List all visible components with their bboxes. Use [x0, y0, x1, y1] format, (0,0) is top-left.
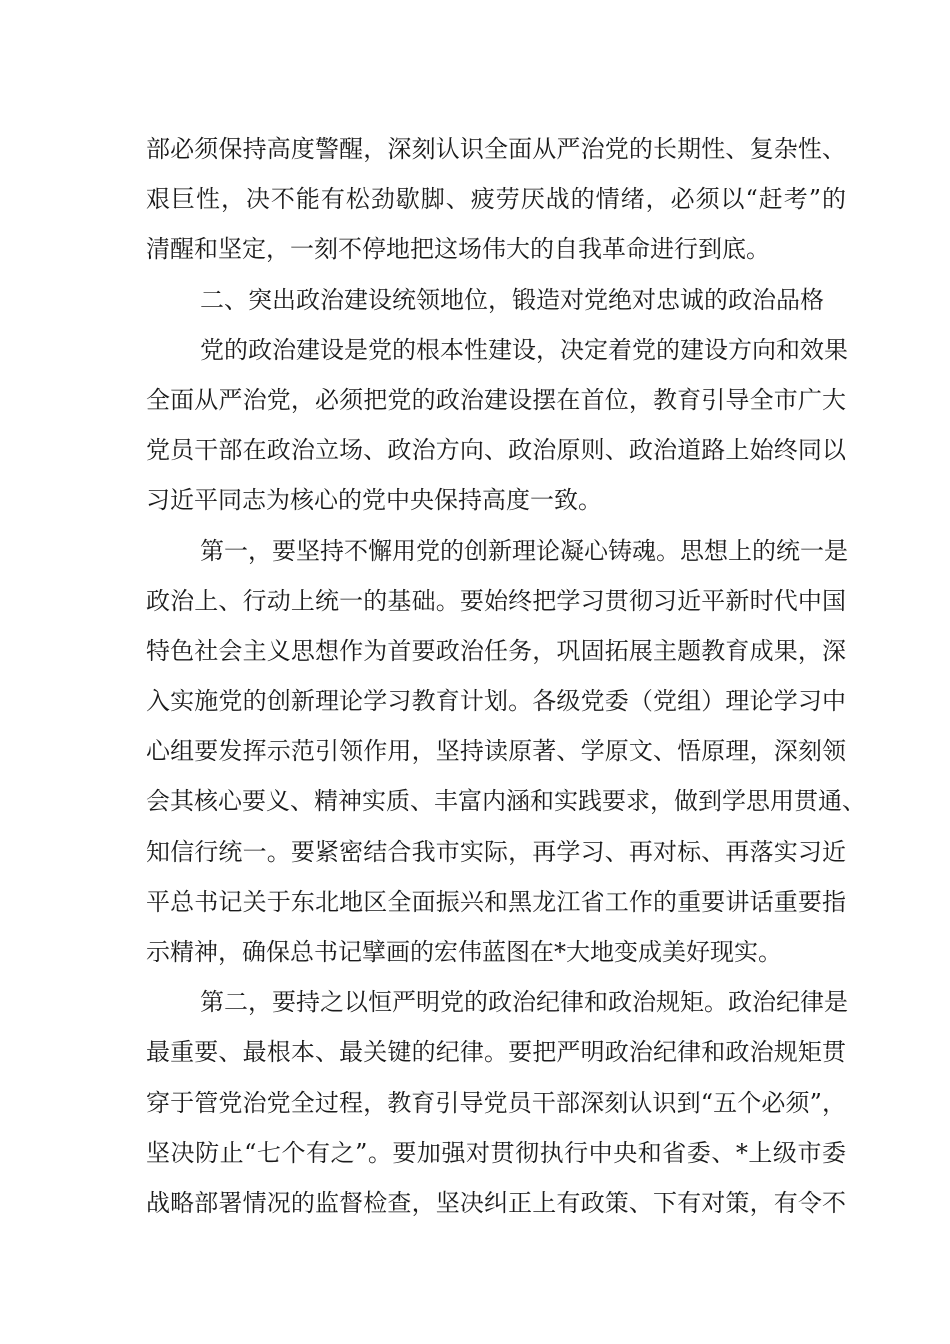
- text-line-5: 党的政治建设是党的根本性建设，决定着党的建设方向和效果: [200, 336, 848, 364]
- text-line-10: 政治上、行动上统一的基础。要始终把学习贯彻习近平新时代中国: [146, 587, 846, 615]
- text-line-3: 清醒和坚定，一刻不停地把这场伟大的自我革命进行到底。: [146, 235, 770, 263]
- text-line-2: 艰巨性，决不能有松劲歇脚、疲劳厌战的情绪，必须以“赶考”的: [146, 185, 846, 213]
- text-line-17: 示精神，确保总书记擘画的宏伟蓝图在*大地变成美好现实。: [146, 938, 782, 966]
- text-line-7: 党员干部在政治立场、政治方向、政治原则、政治道路上始终同以: [146, 436, 846, 464]
- text-line-12: 入实施党的创新理论学习教育计划。各级党委（党组）理论学习中: [146, 687, 846, 715]
- text-line-8: 习近平同志为核心的党中央保持高度一致。: [146, 486, 602, 514]
- text-line-15: 知信行统一。要紧密结合我市实际，再学习、再对标、再落实习近: [146, 838, 846, 866]
- text-line-13: 心组要发挥示范引领作用，坚持读原著、学原文、悟原理，深刻领: [146, 737, 846, 765]
- text-line-16: 平总书记关于东北地区全面振兴和黑龙江省工作的重要讲话重要指: [146, 888, 846, 916]
- text-line-20: 穿于管党治党全过程，教育引导党员干部深刻认识到“五个必须”，: [146, 1089, 846, 1117]
- section-heading: 二、突出政治建设统领地位，锻造对党绝对忠诚的政治品格: [200, 286, 824, 314]
- text-line-18: 第二，要持之以恒严明党的政治纪律和政治规矩。政治纪律是: [200, 988, 848, 1016]
- text-line-11: 特色社会主义思想作为首要政治任务，巩固拓展主题教育成果，深: [146, 637, 846, 665]
- text-line-9: 第一，要坚持不懈用党的创新理论凝心铸魂。思想上的统一是: [200, 537, 848, 565]
- text-line-19: 最重要、最根本、最关键的纪律。要把严明政治纪律和政治规矩贯: [146, 1038, 846, 1066]
- text-line-1: 部必须保持高度警醒，深刻认识全面从严治党的长期性、复杂性、: [146, 135, 846, 163]
- text-line-6: 全面从严治党，必须把党的政治建设摆在首位，教育引导全市广大: [146, 386, 846, 414]
- text-line-14: 会其核心要义、精神实质、丰富内涵和实践要求，做到学思用贯通、: [146, 787, 866, 815]
- text-line-21: 坚决防止“七个有之”。要加强对贯彻执行中央和省委、*上级市委: [146, 1139, 846, 1167]
- text-line-22: 战略部署情况的监督检查，坚决纠正上有政策、下有对策，有令不: [146, 1189, 846, 1217]
